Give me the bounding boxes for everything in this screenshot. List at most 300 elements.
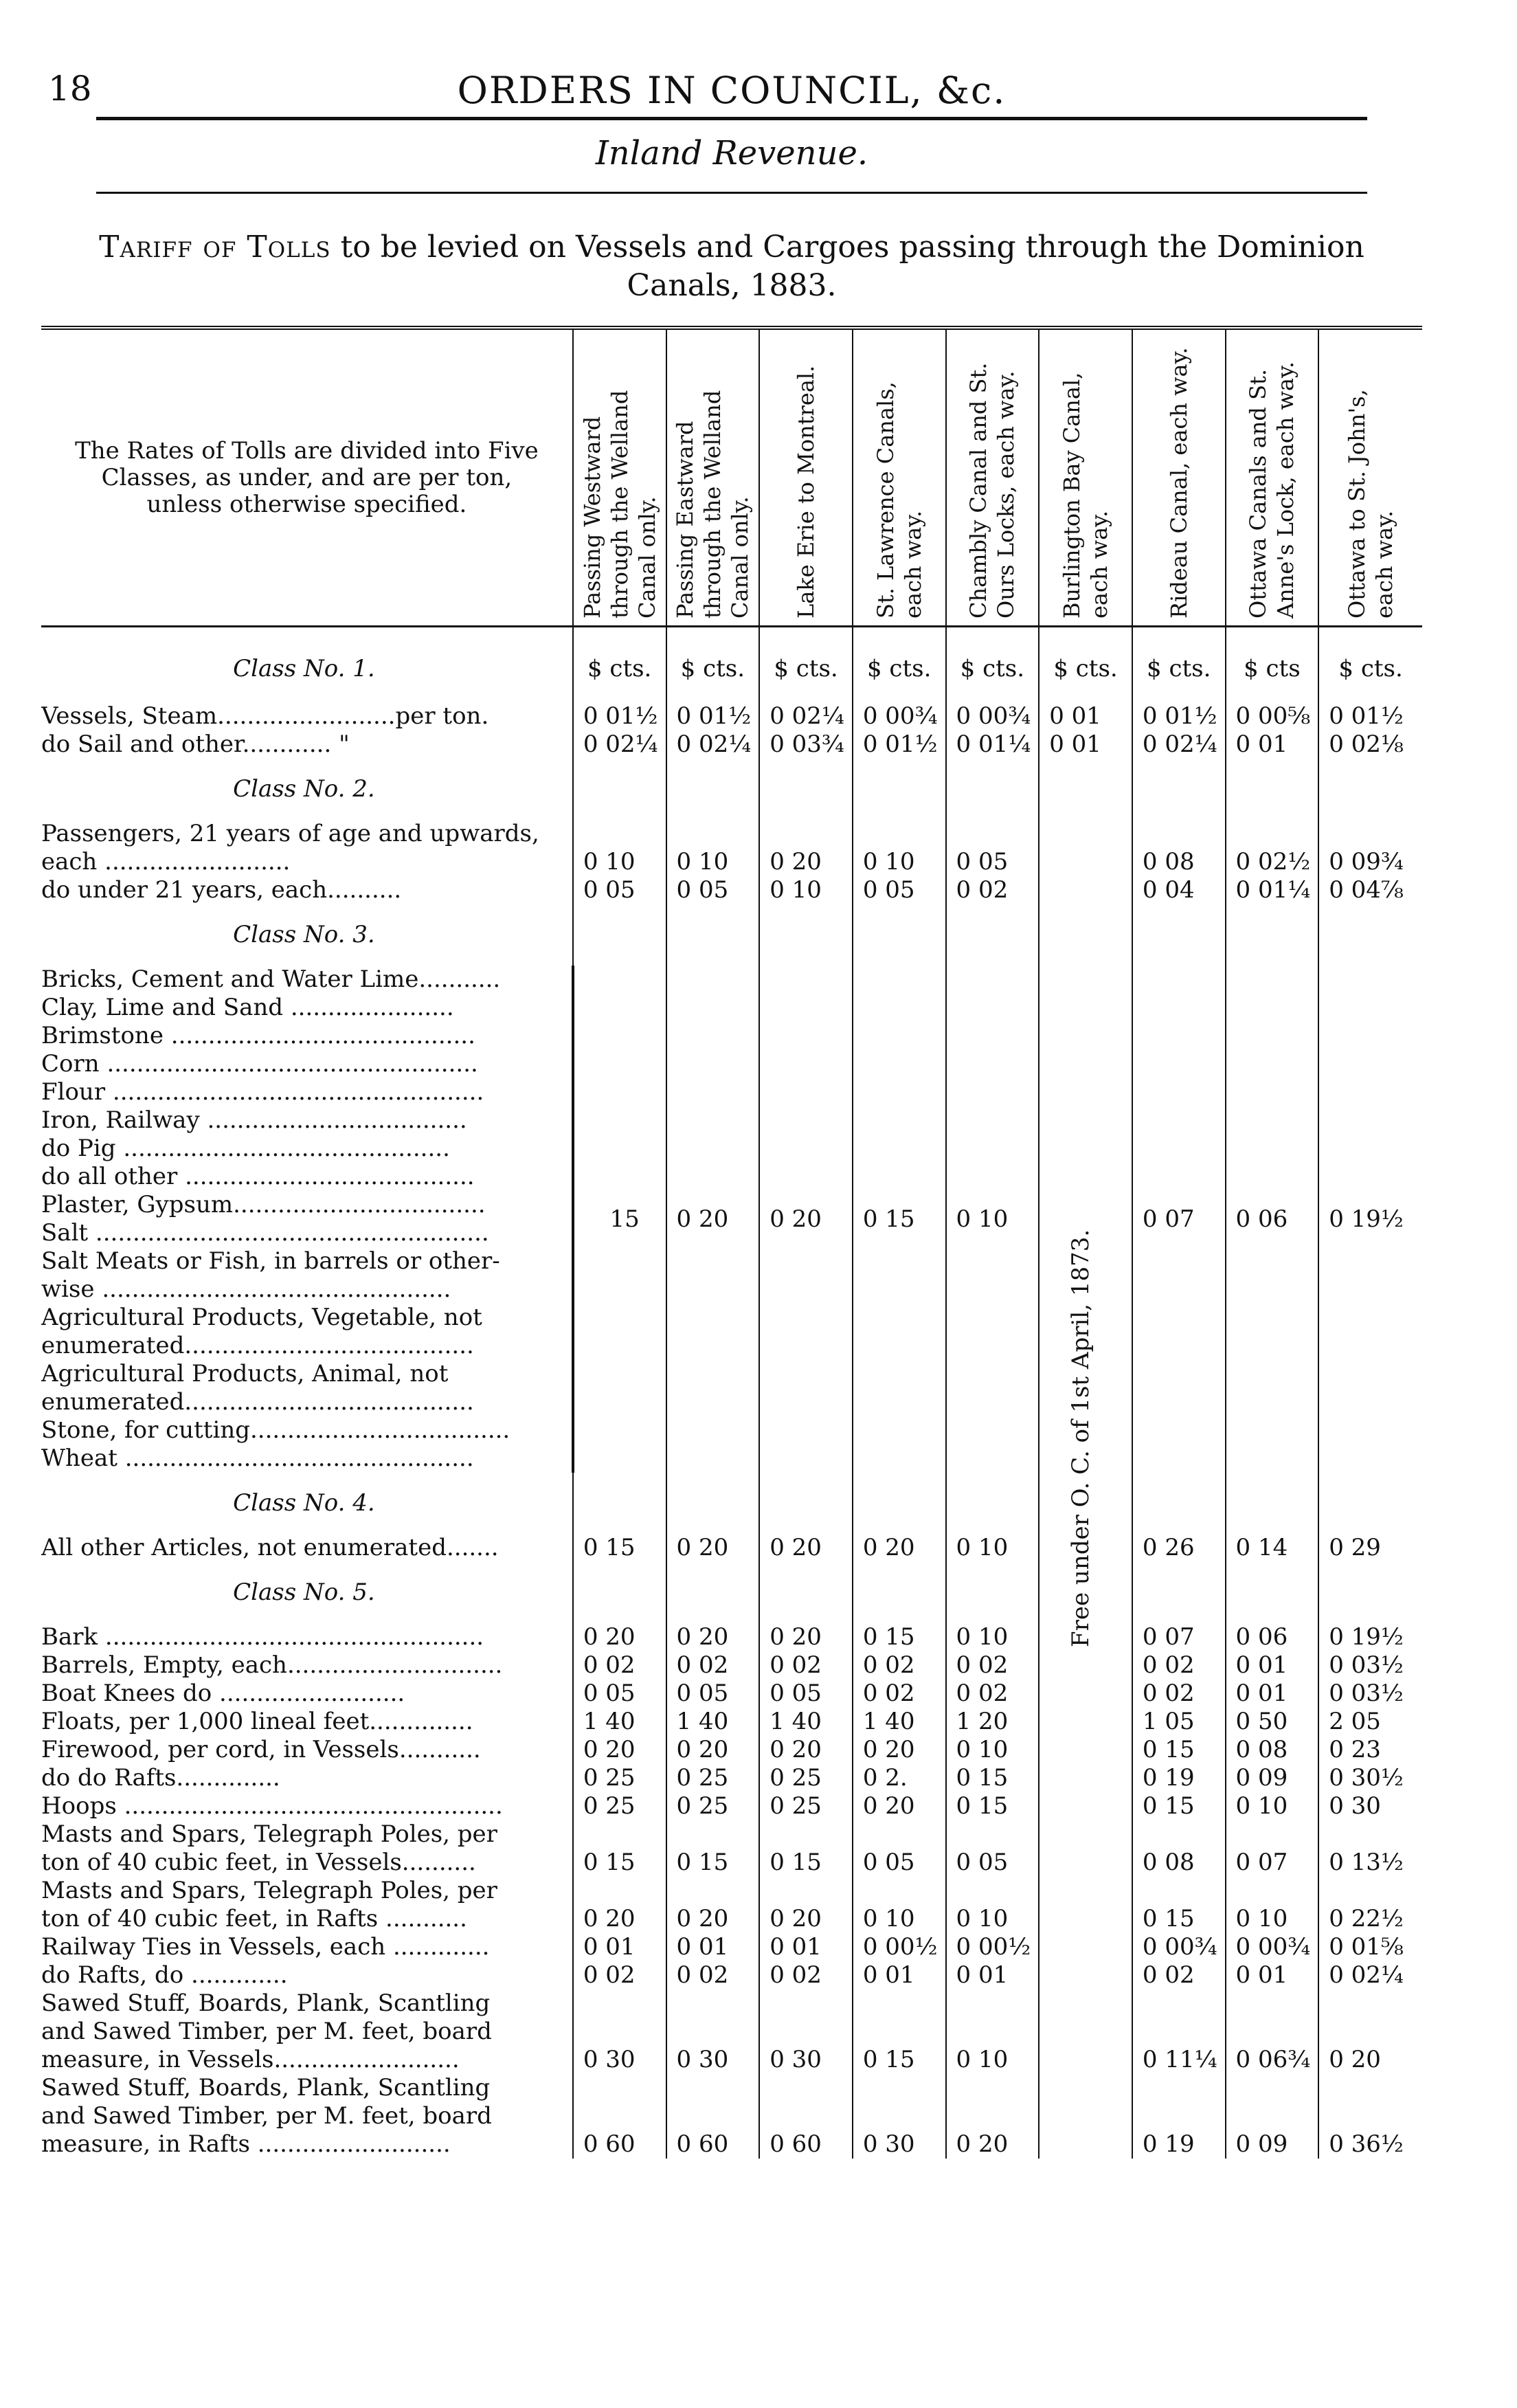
rate-cell: 0 20 (946, 2130, 1040, 2159)
rate-cell (1039, 2018, 1132, 2046)
page-header (41, 41, 1422, 117)
rate-cell: 0 20 (573, 1736, 666, 1764)
rate-cell: 0 10 (573, 848, 666, 876)
rate-cell (1039, 2074, 1132, 2102)
table-row (41, 731, 1422, 759)
empty-cell (853, 1562, 946, 1623)
rate-cell (1318, 2102, 1422, 2130)
empty-cell (853, 759, 946, 820)
rate-cell: 0 20 (759, 1905, 853, 1933)
empty-cell (666, 1473, 760, 1534)
rate-cell: 0 02¼ (1318, 1961, 1422, 1989)
rate-cell: 0 19 (1132, 1764, 1226, 1792)
rate-cell: 0 05 (946, 848, 1040, 876)
rate-cell: 0 20 (573, 1905, 666, 1933)
item-label: do Rafts, do ............. (41, 1961, 288, 1989)
table-row (41, 1905, 1422, 1933)
rate-cell: 0 02 (853, 1680, 946, 1708)
unit-cell: $ cts. (946, 627, 1040, 703)
rate-cell: 0 2. (853, 1764, 946, 1792)
empty-cell (759, 904, 853, 966)
rate-cell (1132, 1877, 1226, 1905)
rate-cell (759, 2102, 853, 2130)
item-label: Masts and Spars, Telegraph Poles, per (41, 1820, 497, 1848)
column-header-text: St. Lawrence Canals, each way. (872, 381, 926, 618)
table-row (41, 1820, 1422, 1849)
rate-cell (853, 1989, 946, 2018)
table-row (41, 1680, 1422, 1708)
item-label: Passengers, 21 years of age and upwards, (41, 820, 539, 847)
rate-cell (1226, 2018, 1319, 2046)
rate-cell: 0 20 (759, 1534, 853, 1562)
rate-cell: 0 29 (1318, 1534, 1422, 1562)
rate-cell (1226, 2102, 1319, 2130)
rate-cell: 0 20 (759, 1623, 853, 1651)
rate-cell (1132, 2074, 1226, 2102)
rate-cell: 0 01 (573, 1933, 666, 1961)
empty-cell (1132, 1562, 1226, 1623)
rate-cell: 0 19½ (1318, 1623, 1422, 1651)
rate-cell: 0 10 (853, 1905, 946, 1933)
item-label: Salt Meats or Fish, in barrels or other- (41, 1247, 500, 1275)
rate-cell (1226, 1989, 1319, 2018)
rate-cell: 0 05 (853, 876, 946, 904)
empty-cell (946, 1562, 1040, 1623)
column-header-9 (1318, 328, 1422, 627)
rate-cell (853, 1820, 946, 1849)
rate-cell (573, 820, 666, 848)
rates-label: The Rates of Tolls are divided into Five Classes, as under, and are per ton, unless otherwise specified. (41, 328, 573, 627)
rate-cell: 0 01½ (1318, 702, 1422, 731)
empty-cell (1318, 759, 1422, 820)
rate-cell: 0 19 (1132, 2130, 1226, 2159)
empty-cell (946, 759, 1040, 820)
unit-cell: $ cts. (1318, 627, 1422, 703)
table-row (41, 966, 1422, 994)
item-label: Salt ..................................................... (41, 1219, 489, 1247)
rate-cell: 0 20 (573, 1623, 666, 1651)
rate-cell: 0 01¼ (1226, 876, 1319, 904)
rate-cell: 0 25 (666, 1764, 760, 1792)
rate-cell: 0 00½ (853, 1933, 946, 1961)
rate-cell: 0 10 (666, 848, 760, 876)
rate-cell: 0 22½ (1318, 1905, 1422, 1933)
item-label: do Sail and other............ " (41, 731, 350, 758)
item-label: Corn .................................................. (41, 1050, 478, 1078)
rate-cell: 0 02 (573, 1961, 666, 1989)
rate-cell (759, 820, 853, 848)
item-label: ton of 40 cubic feet, in Vessels.......... (41, 1849, 476, 1876)
rate-cell: 0 15 (1132, 1905, 1226, 1933)
empty-cell (573, 759, 666, 820)
rate-cell: 0 15 (853, 2046, 946, 2074)
rate-cell: 0 30 (666, 2046, 760, 2074)
empty-cell (1226, 1562, 1319, 1623)
class-heading: Class No. 3. (233, 921, 375, 948)
free-note: Free under O. C. of 1st April, 1873. (1067, 1229, 1095, 1648)
rate-cell: 0 01 (1226, 1961, 1319, 1989)
rate-cell (1226, 1877, 1319, 1905)
rate-cell (1039, 2046, 1132, 2074)
rate-cell (1318, 1820, 1422, 1849)
item-label: Boat Knees do ......................... (41, 1680, 405, 1707)
rate-cell: 15 (573, 966, 666, 1473)
class-heading-1: Class No. 1. (233, 655, 375, 682)
column-header-text: Passing Eastward through the Welland Canal only. (672, 390, 754, 618)
rate-cell (1039, 848, 1132, 876)
class-heading: Class No. 5. (233, 1579, 375, 1606)
rate-cell: 0 20 (666, 1905, 760, 1933)
rate-cell: 0 01½ (1132, 702, 1226, 731)
rate-cell: 0 20 (853, 1736, 946, 1764)
rate-cell: 0 01 (1226, 1651, 1319, 1680)
rate-cell: 0 60 (573, 2130, 666, 2159)
table-row (41, 1623, 1422, 1651)
rate-cell: 0 20 (853, 1534, 946, 1562)
rate-cell: 0 15 (946, 1764, 1040, 1792)
rate-cell: 0 02 (1132, 1651, 1226, 1680)
item-label: Bark ................................................... (41, 1623, 484, 1651)
column-header-6 (1039, 328, 1132, 627)
unit-cell: $ cts. (573, 627, 666, 703)
table-row (41, 1877, 1422, 1905)
rate-cell: 0 03½ (1318, 1680, 1422, 1708)
item-label: Masts and Spars, Telegraph Poles, per (41, 1877, 497, 1904)
rate-cell (759, 2018, 853, 2046)
rate-cell: 0 10 (946, 1905, 1040, 1933)
item-label: Firewood, per cord, in Vessels........... (41, 1736, 481, 1763)
rate-cell: 0 02⅛ (1318, 731, 1422, 759)
rate-cell (1226, 1820, 1319, 1849)
rate-cell (1039, 1820, 1132, 1849)
item-label: enumerated....................................... (41, 1388, 474, 1416)
rate-cell (853, 2018, 946, 2046)
table-row (41, 702, 1422, 731)
rate-cell: 0 30 (1318, 1792, 1422, 1820)
item-label: Flour .................................................. (41, 1078, 484, 1106)
unit-cell: $ cts. (853, 627, 946, 703)
rate-cell (946, 2074, 1040, 2102)
rate-cell (573, 2074, 666, 2102)
rate-cell (759, 1877, 853, 1905)
column-header-text: Chambly Canal and St. Ours Locks, each way. (965, 362, 1020, 618)
rate-cell: 0 23 (1318, 1736, 1422, 1764)
page (41, 41, 1422, 2159)
rate-cell: 0 01 (1226, 731, 1319, 759)
rate-cell: 0 08 (1132, 848, 1226, 876)
rate-cell: 0 30½ (1318, 1764, 1422, 1792)
rate-cell: 0 25 (666, 1792, 760, 1820)
rate-cell: 0 01 (1039, 731, 1132, 759)
rate-cell (1318, 2018, 1422, 2046)
column-header-text: Ottawa Canals and St. Anne's Lock, each way. (1245, 361, 1299, 618)
empty-cell (759, 1562, 853, 1623)
rate-cell (759, 2074, 853, 2102)
table-row (41, 2046, 1422, 2074)
rate-cell: 0 15 (1132, 1792, 1226, 1820)
empty-cell (1318, 1562, 1422, 1623)
rate-cell: 0 00¾ (1226, 1933, 1319, 1961)
rate-cell: 0 15 (573, 1849, 666, 1877)
rate-cell: 0 20 (853, 1792, 946, 1820)
rate-cell: 0 01½ (853, 731, 946, 759)
rate-cell (1039, 2102, 1132, 2130)
rate-cell (573, 2102, 666, 2130)
rate-cell: 0 02½ (1226, 848, 1319, 876)
rate-cell: 1 40 (666, 1708, 760, 1736)
empty-cell (573, 1562, 666, 1623)
rate-cell: 0 02 (666, 1961, 760, 1989)
empty-cell (1132, 1473, 1226, 1534)
empty-cell (1039, 759, 1132, 820)
rate-cell: 0 07 (1226, 1849, 1319, 1877)
tariff-body (41, 627, 1422, 2159)
rate-cell: 0 10 (853, 848, 946, 876)
item-label: do all other ....................................... (41, 1163, 475, 1190)
item-label: Plaster, Gypsum.................................. (41, 1191, 486, 1218)
column-header-text: Burlington Bay Canal, each way. (1059, 372, 1113, 618)
empty-cell (666, 759, 760, 820)
rate-cell: 0 60 (759, 2130, 853, 2159)
rate-cell: 0 20 (759, 966, 853, 1473)
rate-cell: 0 10 (759, 876, 853, 904)
rate-cell: 0 06 (1226, 1623, 1319, 1651)
rate-cell (946, 2018, 1040, 2046)
rate-cell: 1 40 (853, 1708, 946, 1736)
free-note-wrap (1060, 1081, 1101, 1768)
rate-cell: 0 02 (946, 876, 1040, 904)
rate-cell: 0 15 (946, 1792, 1040, 1820)
empty-cell (1132, 759, 1226, 820)
item-label: Hoops ................................................... (41, 1792, 503, 1820)
rate-cell: 0 05 (946, 1849, 1040, 1877)
rate-cell: 0 60 (666, 2130, 760, 2159)
empty-cell (759, 1473, 853, 1534)
rate-cell: 1 40 (573, 1708, 666, 1736)
tariff-table (41, 326, 1422, 2159)
rate-cell: 0 02 (666, 1651, 760, 1680)
table-row (41, 1764, 1422, 1792)
item-label: wise ............................................... (41, 1275, 451, 1303)
rate-cell: 0 02 (946, 1651, 1040, 1680)
rate-cell: 0 03½ (1318, 1651, 1422, 1680)
rate-cell (573, 1877, 666, 1905)
empty-cell (946, 904, 1040, 966)
rate-cell (1039, 1989, 1132, 2018)
item-label: Barrels, Empty, each............................. (41, 1651, 503, 1679)
rate-cell: 0 07 (1132, 966, 1226, 1473)
column-header-4 (853, 328, 946, 627)
rate-cell: 0 20 (666, 1623, 760, 1651)
item-label: Floats, per 1,000 lineal feet.............. (41, 1708, 473, 1735)
table-row (41, 1849, 1422, 1877)
rate-cell: 0 02¼ (1132, 731, 1226, 759)
table-row (41, 820, 1422, 848)
empty-cell (666, 1562, 760, 1623)
class-heading-row (41, 759, 1422, 820)
rate-cell: 0 30 (853, 2130, 946, 2159)
table-row (41, 1651, 1422, 1680)
rate-cell: 0 10 (946, 1736, 1040, 1764)
rate-cell (946, 820, 1040, 848)
item-label: measure, in Rafts .......................... (41, 2130, 451, 2158)
rate-cell (666, 1820, 760, 1849)
empty-cell (1318, 1473, 1422, 1534)
rate-cell (666, 820, 760, 848)
column-header-text: Lake Erie to Montreal. (793, 365, 820, 618)
rate-cell: 0 26 (1132, 1534, 1226, 1562)
rate-cell: 0 02 (946, 1680, 1040, 1708)
empty-cell (759, 759, 853, 820)
item-label: measure, in Vessels......................... (41, 2046, 460, 2073)
column-header-text: Passing Westward through the Welland Canal only. (578, 390, 660, 618)
class-heading: Class No. 2. (233, 775, 375, 803)
rate-cell (573, 1989, 666, 2018)
tariff-title-rest: to be levied on Vessels and Cargoes passing through the Dominion Canals, 1883. (330, 230, 1364, 303)
item-label: Vessels, Steam........................per ton. (41, 702, 489, 730)
rate-cell: 0 25 (573, 1792, 666, 1820)
rate-cell (666, 2102, 760, 2130)
rate-cell: 0 25 (573, 1764, 666, 1792)
table-row (41, 2018, 1422, 2046)
item-label: Wheat ............................................... (41, 1445, 474, 1472)
item-label: and Sawed Timber, per M. feet, board (41, 2102, 492, 2130)
class-heading-row (41, 1562, 1422, 1623)
item-label: Clay, Lime and Sand ...................... (41, 994, 454, 1021)
rate-cell: 0 01 (1039, 702, 1132, 731)
rate-cell: 0 04 (1132, 876, 1226, 904)
rate-cell (759, 1989, 853, 2018)
class-heading-row (41, 1473, 1422, 1534)
rate-cell: 1 20 (946, 1708, 1040, 1736)
rate-cell: 0 01⅝ (1318, 1933, 1422, 1961)
rate-cell (1226, 2074, 1319, 2102)
rate-cell: 0 01 (666, 1933, 760, 1961)
empty-cell (1226, 1473, 1319, 1534)
rate-cell (946, 1989, 1040, 2018)
tariff-title-smallcaps: Tariff of Tolls (99, 230, 331, 265)
rate-cell: 0 01½ (573, 702, 666, 731)
rate-cell: 0 00¾ (1132, 1933, 1226, 1961)
empty-cell (573, 1473, 666, 1534)
tariff-title (41, 228, 1422, 305)
rate-cell: 0 25 (759, 1764, 853, 1792)
table-row (41, 1736, 1422, 1764)
rate-cell: 0 20 (759, 848, 853, 876)
rate-cell (1132, 2102, 1226, 2130)
table-row (41, 1961, 1422, 1989)
rate-cell: 0 05 (666, 1680, 760, 1708)
unit-cell: $ cts. (759, 627, 853, 703)
empty-cell (853, 1473, 946, 1534)
empty-cell (1226, 759, 1319, 820)
item-label: Railway Ties in Vessels, each ............. (41, 1933, 490, 1961)
rate-cell (1039, 1792, 1132, 1820)
rate-cell: 0 01¼ (946, 731, 1040, 759)
column-header-3 (759, 328, 853, 627)
item-label: Stone, for cutting................................... (41, 1416, 510, 1444)
unit-cell: $ cts. (1039, 627, 1132, 703)
column-header-text: Ottawa to St. John's, each way. (1344, 389, 1398, 618)
rate-cell (666, 1989, 760, 2018)
empty-cell (1318, 904, 1422, 966)
rate-cell (1318, 820, 1422, 848)
rate-cell (1318, 2074, 1422, 2102)
rate-cell (1039, 1905, 1132, 1933)
rate-cell: 0 02 (573, 1651, 666, 1680)
table-row (41, 876, 1422, 904)
empty-cell (946, 1473, 1040, 1534)
item-label: Agricultural Products, Animal, not (41, 1360, 449, 1387)
column-header-text: Rideau Canal, each way. (1165, 347, 1192, 618)
rate-cell: 0 01 (759, 1933, 853, 1961)
item-label: Iron, Railway ................................... (41, 1106, 467, 1134)
item-label: each ......................... (41, 848, 291, 876)
rate-cell (666, 2074, 760, 2102)
rate-cell (1039, 2130, 1132, 2159)
item-label: Bricks, Cement and Water Lime........... (41, 966, 501, 993)
empty-cell (1226, 904, 1319, 966)
page-number: 18 (48, 69, 92, 109)
rate-cell: 0 25 (759, 1792, 853, 1820)
table-row (41, 1534, 1422, 1562)
rate-cell (853, 2102, 946, 2130)
rate-cell: 0 05 (759, 1680, 853, 1708)
rate-cell: 0 09¾ (1318, 848, 1422, 876)
table-row (41, 1792, 1422, 1820)
rate-cell (853, 2074, 946, 2102)
rate-cell (1039, 1961, 1132, 1989)
rate-cell (1039, 1877, 1132, 1905)
column-header-7 (1132, 328, 1226, 627)
item-label: Brimstone ......................................... (41, 1022, 475, 1049)
rate-cell: 0 05 (853, 1849, 946, 1877)
rate-cell: 0 50 (1226, 1708, 1319, 1736)
rate-cell: 0 03¾ (759, 731, 853, 759)
item-label: ton of 40 cubic feet, in Rafts ........... (41, 1905, 467, 1932)
rate-cell (1039, 1849, 1132, 1877)
rate-cell: 0 00½ (946, 1933, 1040, 1961)
section-title: Inland Revenue. (595, 134, 868, 172)
rate-cell (666, 2018, 760, 2046)
table-row (41, 848, 1422, 876)
empty-cell (1039, 904, 1132, 966)
rate-cell: 0 09 (1226, 2130, 1319, 2159)
item-label: do do Rafts.............. (41, 1764, 280, 1792)
rate-cell: 1 40 (759, 1708, 853, 1736)
column-header-5 (946, 328, 1040, 627)
rate-cell (666, 1877, 760, 1905)
item-label: do Pig ............................................ (41, 1135, 450, 1162)
empty-cell (853, 904, 946, 966)
rate-cell: 0 05 (573, 1680, 666, 1708)
rate-cell (1039, 876, 1132, 904)
rate-cell (1318, 1877, 1422, 1905)
rate-cell: 0 20 (666, 1534, 760, 1562)
rate-cell: 0 15 (759, 1849, 853, 1877)
empty-cell (1132, 904, 1226, 966)
rate-cell: 0 30 (573, 2046, 666, 2074)
rate-cell (573, 2018, 666, 2046)
class-heading-row (41, 904, 1422, 966)
table-row (41, 2130, 1422, 2159)
rate-cell: 0 01½ (666, 702, 760, 731)
item-label: Agricultural Products, Vegetable, not (41, 1304, 482, 1331)
rate-cell: 0 15 (1132, 1736, 1226, 1764)
rate-cell: 0 20 (666, 966, 760, 1473)
rate-cell: 1 05 (1132, 1708, 1226, 1736)
rate-cell: 0 14 (1226, 1534, 1319, 1562)
